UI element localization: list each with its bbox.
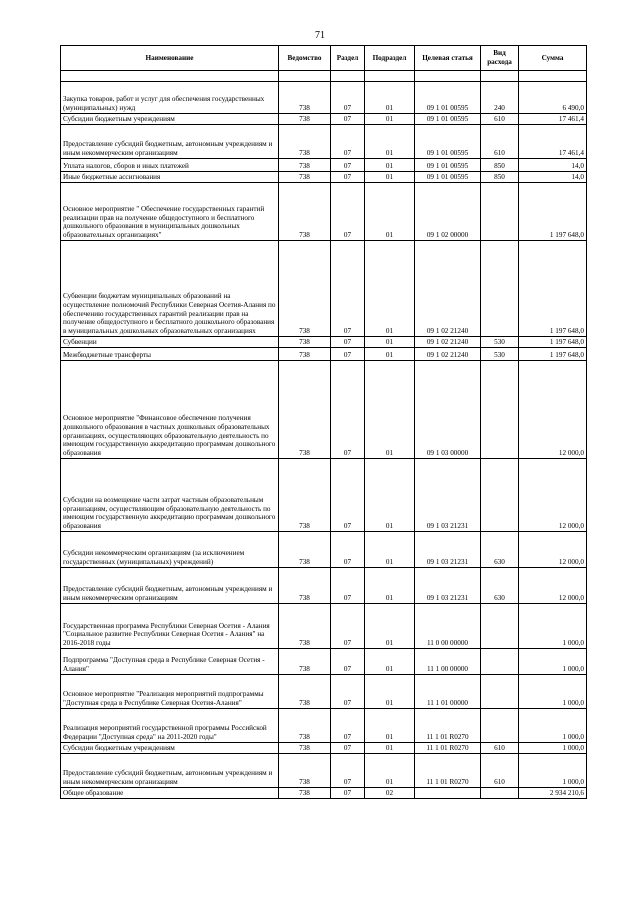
cell-summa: 2 934 210,6 xyxy=(519,788,587,799)
table-row xyxy=(61,675,587,709)
cell-podrazdel: 01 xyxy=(365,159,415,172)
header-razdel: Раздел xyxy=(331,46,365,71)
cell-vedomstvo: 738 xyxy=(279,348,331,361)
cell-naimenovanie: Субсидии некоммерческим организациям (за исключением государственных (муниципальных) учреждений) xyxy=(61,532,279,568)
cell-podrazdel: 01 xyxy=(365,172,415,183)
table-row xyxy=(61,337,587,348)
cell-vid-raskhoda xyxy=(481,709,519,743)
cell-summa: 1 000,0 xyxy=(519,604,587,649)
cell-naimenovanie: Основное мероприятие " Обеспечение государственных гарантий реализации прав на получение общедоступного и бесплатного дошкольного образования в муниципальных дошкольных образовательных организациях" xyxy=(61,183,279,241)
cell-razdel: 07 xyxy=(331,649,365,675)
table-row xyxy=(61,172,587,183)
cell-vid-raskhoda: 530 xyxy=(481,337,519,348)
cell-razdel: 07 xyxy=(331,241,365,337)
cell-vedomstvo: 738 xyxy=(279,159,331,172)
cell-podrazdel: 02 xyxy=(365,788,415,799)
cell-razdel: 07 xyxy=(331,82,365,114)
cell-celevaya-statya: 09 1 02 21240 xyxy=(415,348,481,361)
cell-razdel: 07 xyxy=(331,604,365,649)
cell-naimenovanie: Основное мероприятие "Финансовое обеспечение получения дошкольного образования в частных дошкольных образовательных организациях, осуществляющих образовательную деятельность по имеющим государственную аккредитацию программам дошкольного образования xyxy=(61,361,279,459)
cell-celevaya-statya: 09 1 02 21240 xyxy=(415,241,481,337)
cell-podrazdel: 01 xyxy=(365,337,415,348)
cell-naimenovanie: Закупка товаров, работ и услуг для обеспечения государственных (муниципальных) нужд xyxy=(61,82,279,114)
cell-vid-raskhoda: 610 xyxy=(481,743,519,754)
cell-razdel: 07 xyxy=(331,459,365,532)
cell-podrazdel: 01 xyxy=(365,125,415,159)
cell-podrazdel: 01 xyxy=(365,361,415,459)
cell-vedomstvo: 738 xyxy=(279,754,331,788)
header-vedomstvo: Ведомство xyxy=(279,46,331,71)
cell-celevaya-statya: 09 1 01 00595 xyxy=(415,82,481,114)
header-vid-raskhoda: Вид расхода xyxy=(481,46,519,71)
header-summa: Сумма xyxy=(519,46,587,71)
cell-naimenovanie: Субсидии на возмещение части затрат частным образовательным организациям, осуществляющим образовательную деятельность по имеющим государственную аккредитацию программам дошкольного образования xyxy=(61,459,279,532)
table-body xyxy=(61,71,587,799)
cell-celevaya-statya: 09 1 02 00000 xyxy=(415,183,481,241)
cell-celevaya-statya: 09 1 03 21231 xyxy=(415,568,481,604)
cell-naimenovanie: Субсидии бюджетным учреждениям xyxy=(61,114,279,125)
cell-vedomstvo: 738 xyxy=(279,743,331,754)
cell-summa: 12 000,0 xyxy=(519,459,587,532)
cell-summa: 1 000,0 xyxy=(519,675,587,709)
cell-summa: 1 000,0 xyxy=(519,754,587,788)
cell-podrazdel: 01 xyxy=(365,348,415,361)
table-row xyxy=(61,709,587,743)
cell-vid-raskhoda: 610 xyxy=(481,754,519,788)
cell-naimenovanie: Предоставление субсидий бюджетным, автономным учреждениям и иным некоммерческим организациям xyxy=(61,125,279,159)
cell-celevaya-statya: 11 1 01 R0270 xyxy=(415,709,481,743)
page-number: 71 xyxy=(315,30,325,41)
table-row xyxy=(61,788,587,799)
budget-table xyxy=(60,45,587,799)
header-celevaya-statya: Целевая статья xyxy=(415,46,481,71)
cell-naimenovanie: Иные бюджетные ассигнования xyxy=(61,172,279,183)
table-row xyxy=(61,82,587,114)
cell-podrazdel: 01 xyxy=(365,82,415,114)
cell-summa: 1 000,0 xyxy=(519,743,587,754)
cell-razdel: 07 xyxy=(331,675,365,709)
cell-summa: 1 197 648,0 xyxy=(519,183,587,241)
cell-naimenovanie: Субсидии бюджетным учреждениям xyxy=(61,743,279,754)
cell-summa: 12 000,0 xyxy=(519,532,587,568)
cell-razdel: 07 xyxy=(331,337,365,348)
table-row xyxy=(61,159,587,172)
cell-vedomstvo: 738 xyxy=(279,183,331,241)
spacer-row xyxy=(61,71,587,82)
cell-celevaya-statya: 09 1 02 21240 xyxy=(415,337,481,348)
cell-summa: 6 490,0 xyxy=(519,82,587,114)
table-header-row xyxy=(61,46,587,71)
cell-podrazdel: 01 xyxy=(365,532,415,568)
cell-vedomstvo: 738 xyxy=(279,604,331,649)
cell-podrazdel: 01 xyxy=(365,568,415,604)
table-row xyxy=(61,361,587,459)
cell-vid-raskhoda: 630 xyxy=(481,568,519,604)
cell-summa: 1 000,0 xyxy=(519,649,587,675)
cell-vid-raskhoda xyxy=(481,675,519,709)
cell-summa: 1 000,0 xyxy=(519,709,587,743)
cell-celevaya-statya: 09 1 01 00595 xyxy=(415,125,481,159)
cell-razdel: 07 xyxy=(331,568,365,604)
cell-razdel: 07 xyxy=(331,709,365,743)
cell-vedomstvo: 738 xyxy=(279,568,331,604)
cell-podrazdel: 01 xyxy=(365,241,415,337)
cell-vid-raskhoda xyxy=(481,788,519,799)
cell-vedomstvo: 738 xyxy=(279,649,331,675)
cell-vid-raskhoda: 850 xyxy=(481,159,519,172)
cell-vid-raskhoda xyxy=(481,183,519,241)
table-row xyxy=(61,604,587,649)
cell-vid-raskhoda: 240 xyxy=(481,82,519,114)
cell-summa: 12 000,0 xyxy=(519,361,587,459)
cell-summa: 17 461,4 xyxy=(519,114,587,125)
cell-celevaya-statya: 09 1 01 00595 xyxy=(415,114,481,125)
cell-summa: 1 197 648,0 xyxy=(519,337,587,348)
cell-celevaya-statya: 09 1 03 00000 xyxy=(415,361,481,459)
cell-vid-raskhoda xyxy=(481,459,519,532)
cell-vedomstvo: 738 xyxy=(279,361,331,459)
cell-vedomstvo: 738 xyxy=(279,532,331,568)
cell-summa: 14,0 xyxy=(519,159,587,172)
cell-vid-raskhoda: 530 xyxy=(481,348,519,361)
cell-vid-raskhoda: 610 xyxy=(481,114,519,125)
cell-podrazdel: 01 xyxy=(365,183,415,241)
table-row xyxy=(61,348,587,361)
cell-razdel: 07 xyxy=(331,348,365,361)
table-row xyxy=(61,241,587,337)
cell-vedomstvo: 738 xyxy=(279,709,331,743)
cell-celevaya-statya: 11 0 00 00000 xyxy=(415,604,481,649)
cell-vid-raskhoda xyxy=(481,604,519,649)
cell-vedomstvo: 738 xyxy=(279,337,331,348)
cell-celevaya-statya: 09 1 01 00595 xyxy=(415,172,481,183)
cell-razdel: 07 xyxy=(331,183,365,241)
cell-vid-raskhoda: 610 xyxy=(481,125,519,159)
cell-podrazdel: 01 xyxy=(365,754,415,788)
cell-vedomstvo: 738 xyxy=(279,125,331,159)
cell-vid-raskhoda xyxy=(481,361,519,459)
cell-podrazdel: 01 xyxy=(365,709,415,743)
table-row xyxy=(61,114,587,125)
cell-celevaya-statya: 11 1 00 00000 xyxy=(415,649,481,675)
cell-razdel: 07 xyxy=(331,532,365,568)
cell-vid-raskhoda: 850 xyxy=(481,172,519,183)
cell-razdel: 07 xyxy=(331,754,365,788)
cell-naimenovanie: Основное мероприятие "Реализация мероприятий подпрограммы "Доступная среда в Республике Северная Осетия-Алания" xyxy=(61,675,279,709)
cell-razdel: 07 xyxy=(331,743,365,754)
cell-naimenovanie: Предоставление субсидий бюджетным, автономным учреждениям и иным некоммерческим организациям xyxy=(61,568,279,604)
cell-celevaya-statya: 11 1 01 R0270 xyxy=(415,754,481,788)
table-row xyxy=(61,743,587,754)
cell-razdel: 07 xyxy=(331,172,365,183)
cell-podrazdel: 01 xyxy=(365,649,415,675)
cell-vedomstvo: 738 xyxy=(279,241,331,337)
cell-razdel: 07 xyxy=(331,361,365,459)
table-row xyxy=(61,459,587,532)
table-row xyxy=(61,125,587,159)
cell-summa: 1 197 648,0 xyxy=(519,348,587,361)
cell-vid-raskhoda xyxy=(481,649,519,675)
cell-vedomstvo: 738 xyxy=(279,114,331,125)
cell-podrazdel: 01 xyxy=(365,743,415,754)
table-row xyxy=(61,532,587,568)
table-row xyxy=(61,568,587,604)
cell-vedomstvo: 738 xyxy=(279,788,331,799)
cell-podrazdel: 01 xyxy=(365,114,415,125)
cell-celevaya-statya: 09 1 03 21231 xyxy=(415,459,481,532)
cell-vedomstvo: 738 xyxy=(279,82,331,114)
cell-naimenovanie: Межбюджетные трансферты xyxy=(61,348,279,361)
cell-podrazdel: 01 xyxy=(365,604,415,649)
cell-naimenovanie: Субвенции бюджетам муниципальных образований на осуществление полномочий Республики Северная Осетия-Алания по обеспечению государственных гарантий реализации прав на получение общедоступного и бесплатного дошкольного образования в муниципальных дошкольных образовательных организациях xyxy=(61,241,279,337)
cell-summa: 17 461,4 xyxy=(519,125,587,159)
cell-naimenovanie: Реализация мероприятий государственной программы Российской Федерации "Доступная среда" на 2011-2020 годы" xyxy=(61,709,279,743)
cell-naimenovanie: Субвенции xyxy=(61,337,279,348)
cell-vedomstvo: 738 xyxy=(279,459,331,532)
cell-podrazdel: 01 xyxy=(365,459,415,532)
cell-celevaya-statya xyxy=(415,788,481,799)
table-row xyxy=(61,649,587,675)
cell-naimenovanie: Предоставление субсидий бюджетным, автономным учреждениям и иным некоммерческим организациям xyxy=(61,754,279,788)
cell-vedomstvo: 738 xyxy=(279,675,331,709)
cell-vedomstvo: 738 xyxy=(279,172,331,183)
cell-razdel: 07 xyxy=(331,788,365,799)
cell-summa: 14,0 xyxy=(519,172,587,183)
cell-vid-raskhoda xyxy=(481,241,519,337)
cell-razdel: 07 xyxy=(331,125,365,159)
cell-podrazdel: 01 xyxy=(365,675,415,709)
cell-celevaya-statya: 11 1 01 00000 xyxy=(415,675,481,709)
header-naimenovanie: Наименование xyxy=(61,46,279,71)
cell-celevaya-statya: 11 1 01 R0270 xyxy=(415,743,481,754)
cell-naimenovanie: Государственная программа Республики Северная Осетия - Алания "Социальное развитие Республики Северная Осетия - Алания" на 2016-2018 годы xyxy=(61,604,279,649)
cell-summa: 1 197 648,0 xyxy=(519,241,587,337)
cell-naimenovanie: Подпрограмма "Доступная среда в Республике Северная Осетия - Алания" xyxy=(61,649,279,675)
cell-celevaya-statya: 09 1 01 00595 xyxy=(415,159,481,172)
cell-razdel: 07 xyxy=(331,114,365,125)
cell-naimenovanie: Уплата налогов, сборов и иных платежей xyxy=(61,159,279,172)
cell-celevaya-statya: 09 1 03 21231 xyxy=(415,532,481,568)
cell-vid-raskhoda: 630 xyxy=(481,532,519,568)
cell-summa: 12 000,0 xyxy=(519,568,587,604)
header-podrazdel: Подраздел xyxy=(365,46,415,71)
cell-razdel: 07 xyxy=(331,159,365,172)
cell-naimenovanie: Общее образование xyxy=(61,788,279,799)
table-row xyxy=(61,183,587,241)
table-row xyxy=(61,754,587,788)
